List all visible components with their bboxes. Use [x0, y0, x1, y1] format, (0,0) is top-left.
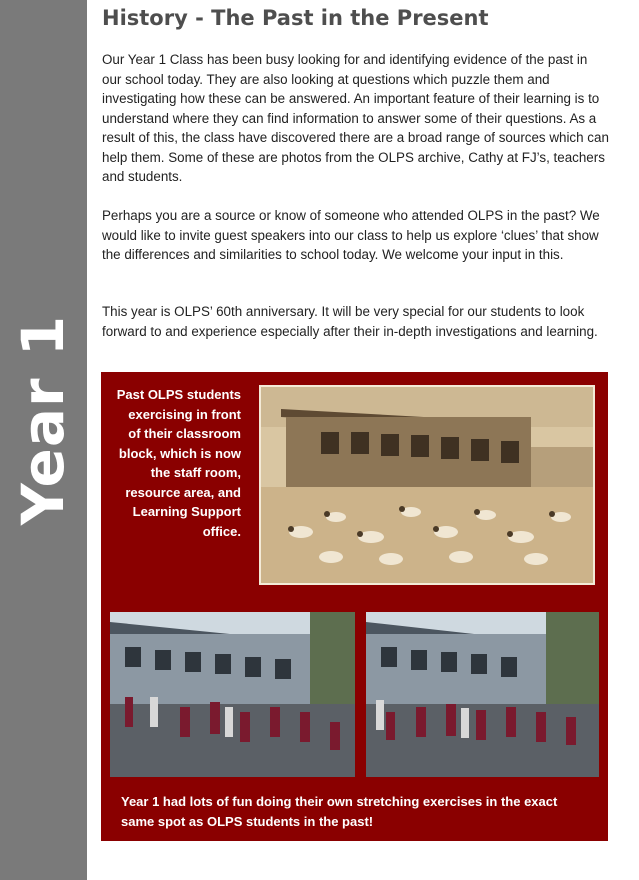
paragraph-invitation: Perhaps you are a source or know of someone who attended OLPS in the past? We would like to invite guest speakers into our class to help us explore ‘clues’ that show the differences and similarities to school today. We welcome your input in this. [102, 208, 600, 262]
recreation-photo-caption: Year 1 had lots of fun doing their own stretching exercises in the exact same spot as OLPS students in the past! [121, 794, 558, 829]
recreation-photo-2 [366, 612, 599, 777]
recreation-photo-1 [110, 612, 355, 777]
sidebar [0, 0, 87, 880]
historic-photo [259, 385, 595, 585]
feature-panel [101, 372, 608, 841]
paragraph-anniversary: This year is OLPS’ 60th anniversary. It will be very special for our students to look forward to and experience especially after their in-depth investigations and learning. [102, 304, 598, 339]
page-title: History - The Past in the Present [102, 6, 489, 30]
historic-photo-caption: Past OLPS students exercising in front of their classroom block, which is now the staff room, resource area, and Learning Support office. [116, 387, 241, 539]
paragraph-intro: Our Year 1 Class has been busy looking for and identifying evidence of the past in our school today. They are also looking at questions which puzzle them and investigating how these can be answered. An important feature of their learning is to understand where they can find information to answer some of their questions. As a result of this, the class have discovered there are a broad range of sources which can help them. Some of these are photos from the OLPS archive, Cathy at FJ’s, teachers and students. [102, 52, 609, 184]
sidebar-label: Year 1 [9, 314, 77, 526]
